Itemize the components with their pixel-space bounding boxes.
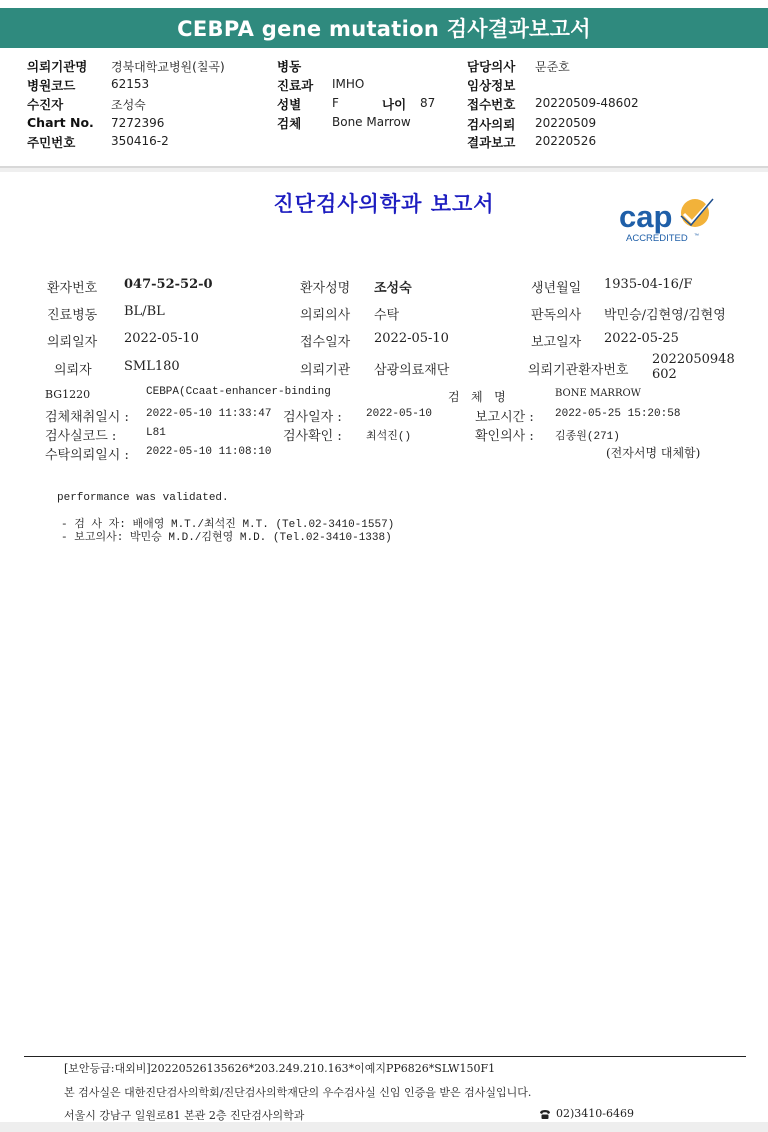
label-ward: 병동 — [277, 59, 302, 74]
label-patient-name: 환자성명 — [300, 281, 351, 296]
value-chart-no: 7272396 — [111, 116, 165, 130]
label-agency-patient-number: 의뢰기관환자번호 — [528, 363, 629, 378]
value-patient-name: 조성숙 — [374, 281, 412, 296]
value-lab-code: L81 — [146, 427, 166, 439]
label-receipt-number: 접수번호 — [467, 97, 516, 112]
label-requesting-institution: 의뢰기관명 — [27, 59, 88, 74]
footer-divider — [24, 1056, 746, 1057]
header-shadow — [0, 168, 768, 172]
value-reading-doctor: 박민승/김현영/김현영 — [604, 308, 726, 323]
test-code: BG1220 — [45, 388, 91, 401]
label-clinical-info: 임상정보 — [467, 78, 516, 93]
tester-info: - 검 사 자: 배애영 M.T./최석진 M.T. (Tel.02-3410-1557) — [61, 519, 395, 531]
value-specimen-name: BONE MARROW — [555, 388, 641, 399]
label-resident-number: 주민번호 — [27, 135, 76, 150]
cap-accredited-logo — [618, 196, 722, 244]
value-patient-number: 047-52-52-0 — [124, 277, 213, 292]
value-age: 87 — [420, 96, 436, 110]
value-report-date: 2022-05-25 — [604, 331, 679, 346]
label-report-time: 보고시간 : — [475, 410, 534, 425]
label-receipt-date: 접수일자 — [300, 335, 351, 350]
label-specimen-name: 검 체 명 — [448, 390, 506, 404]
electronic-signature-note: (전자서명 대체함) — [606, 446, 701, 460]
label-department: 진료과 — [277, 78, 314, 93]
report-banner — [0, 8, 768, 48]
label-requesting-agency: 의뢰기관 — [300, 363, 351, 378]
cap-logo-sub: ACCREDITED — [626, 233, 688, 244]
value-test-request: 20220509 — [535, 116, 597, 130]
label-result-report: 결과보고 — [467, 135, 516, 150]
value-receipt-number: 20220509-48602 — [535, 96, 639, 110]
value-attending-doctor: 문준호 — [535, 60, 570, 74]
label-birth-date: 생년월일 — [531, 281, 582, 296]
value-result-report: 20220526 — [535, 134, 597, 148]
value-specimen: Bone Marrow — [332, 115, 411, 129]
certification-note: 본 검사실은 대한진단검사의학회/진단검사의학재단의 우수검사실 신임 인증을 받은 검사실입니다. — [64, 1086, 532, 1099]
value-report-time: 2022-05-25 15:20:58 — [555, 408, 681, 420]
value-request-date: 2022-05-10 — [124, 331, 199, 346]
value-collection-datetime: 2022-05-10 11:33:47 — [146, 408, 272, 420]
label-hospital-code: 병원코드 — [27, 78, 76, 93]
label-attending-doctor: 담당의사 — [467, 59, 516, 74]
label-chart-no: Chart No. — [27, 115, 94, 130]
value-requester: SML180 — [124, 359, 180, 374]
value-hospital-code: 62153 — [111, 77, 150, 91]
label-requester: 의뢰자 — [54, 363, 92, 378]
label-sex: 성별 — [277, 97, 302, 112]
label-test-request: 검사의뢰 — [467, 117, 516, 132]
label-collection-datetime: 검체채취일시 : — [45, 410, 129, 425]
value-requesting-doctor: 수탁 — [374, 308, 400, 323]
value-agency-patient-number: 2022050948602 — [652, 352, 735, 382]
lab-phone: 02)3410-6469 — [556, 1107, 634, 1120]
value-requesting-agency: 삼광의료재단 — [374, 363, 450, 378]
lab-address: 서울시 강남구 일원로81 본관 2층 진단검사의학과 — [64, 1109, 305, 1122]
label-treatment-ward: 진료병동 — [47, 308, 98, 323]
value-test-confirm: 최석진() — [366, 431, 412, 443]
value-test-date: 2022-05-10 — [366, 408, 433, 420]
value-confirming-doctor: 김종원(271) — [555, 431, 620, 443]
label-lab-code: 검사실코드 : — [45, 429, 117, 444]
page-bottom-bar — [0, 1122, 768, 1132]
label-specimen: 검체 — [277, 116, 302, 131]
value-resident-number: 350416-2 — [111, 134, 169, 148]
label-test-confirm: 검사확인 : — [283, 429, 342, 444]
label-confirming-doctor: 확인의사 : — [475, 429, 534, 444]
banner-title: CEBPA gene mutation 검사결과보고서 — [177, 17, 591, 41]
value-patient: 조성숙 — [111, 98, 146, 112]
value-consignment-datetime: 2022-05-10 11:08:10 — [146, 446, 272, 458]
validated-note: performance was validated. — [57, 492, 229, 504]
cap-logo-icon — [618, 196, 722, 244]
reporter-info: - 보고의사: 박민승 M.D./김현영 M.D. (Tel.02-3410-1338) — [61, 532, 392, 544]
label-consignment-datetime: 수탁의뢰일시 : — [45, 448, 129, 463]
value-treatment-ward: BL/BL — [124, 304, 165, 319]
value-birth-date: 1935-04-16/F — [604, 277, 693, 292]
test-name: CEBPA(Ccaat-enhancer-binding — [146, 386, 331, 398]
cap-logo-word: cap — [619, 199, 673, 234]
label-patient: 수진자 — [27, 97, 64, 112]
security-line: [보안등급:대외비]20220526135626*203.249.210.163*이예지PP6826*SLW150F1 — [64, 1062, 496, 1075]
label-requesting-doctor: 의뢰의사 — [300, 308, 351, 323]
cap-logo-mark: ™ — [694, 233, 699, 239]
value-department: IMHO — [332, 77, 365, 91]
label-age: 나이 — [382, 97, 407, 112]
report-title: 진단검사의학과 보고서 — [273, 191, 495, 216]
label-patient-number: 환자번호 — [47, 281, 98, 296]
value-requesting-institution: 경북대학교병원(칠곡) — [111, 60, 225, 74]
value-sex: F — [332, 96, 339, 110]
label-reading-doctor: 판독의사 — [531, 308, 582, 323]
label-test-date: 검사일자 : — [283, 410, 342, 425]
label-request-date: 의뢰일자 — [47, 335, 98, 350]
value-receipt-date: 2022-05-10 — [374, 331, 449, 346]
label-report-date: 보고일자 — [531, 335, 582, 350]
